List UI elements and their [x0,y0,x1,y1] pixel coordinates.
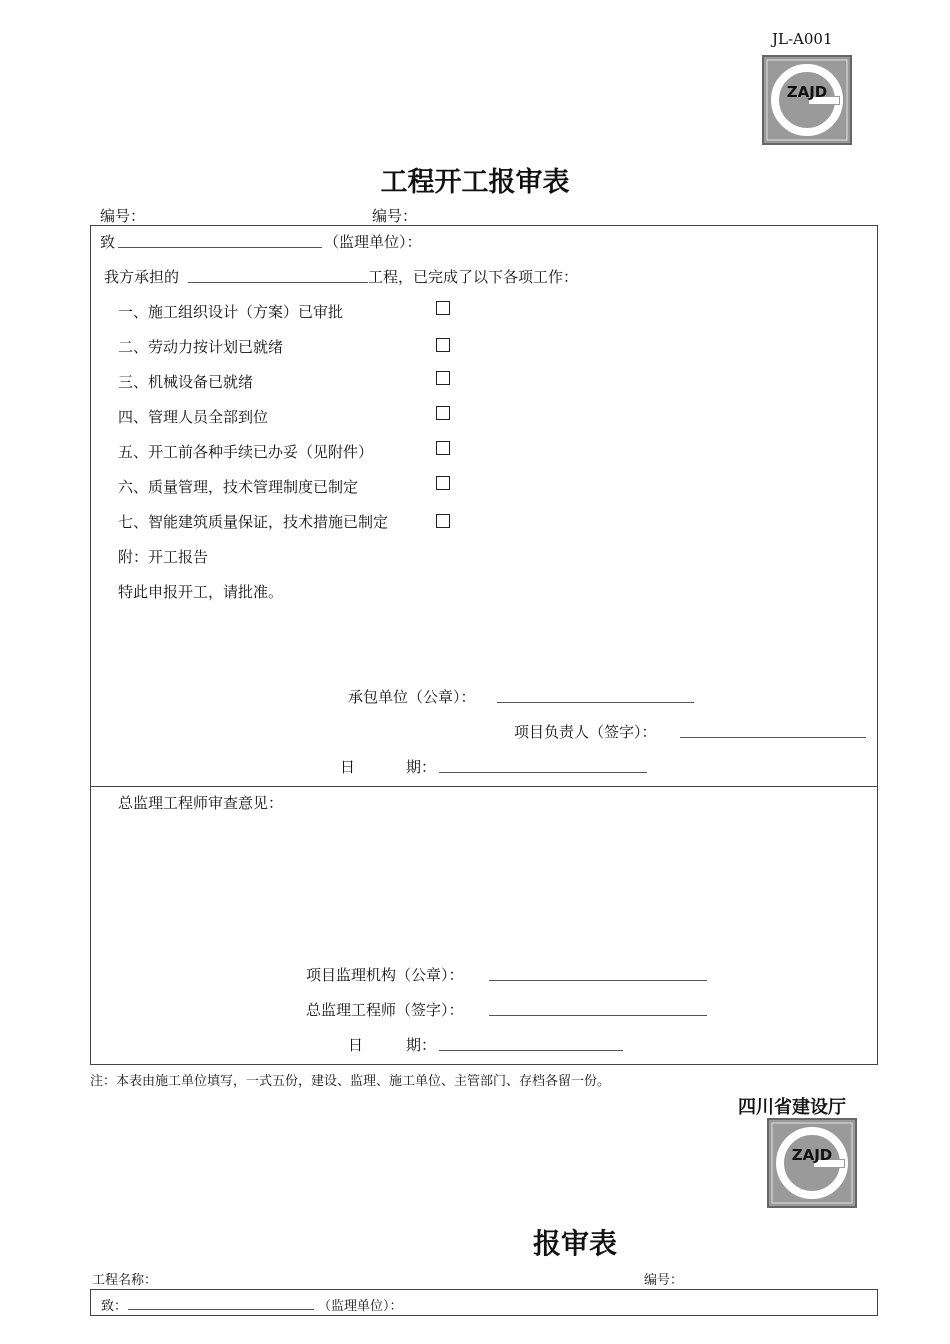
contractor-label: 承包单位（公章）： [348,688,476,706]
logo-text: ZAJD [791,1146,833,1164]
contractor-seal-field[interactable] [497,702,694,703]
project-manager-signature-field[interactable] [680,737,866,738]
checkbox-item-4[interactable] [436,406,450,420]
review-label: 总监理工程师审查意见： [118,794,284,812]
checklist-item: 七、智能建筑质量保证，技术措施已制定 [118,513,389,531]
project-manager-label: 项目负责人（签字）： [514,723,657,741]
second-title: 报审表 [533,1227,618,1260]
second-table [90,1289,878,1316]
table-divider [90,786,878,787]
project-name-field[interactable] [188,282,368,283]
checklist-item: 四、管理人员全部到位 [118,408,269,426]
footnote: 注：本表由施工单位填写，一式五份，建设、监理、施工单位、主管部门、存档各留一份。 [90,1074,611,1089]
supervision-org-label: 项目监理机构（公章）： [306,966,464,984]
chief-engineer-signature-field[interactable] [489,1015,707,1016]
intro-suffix: 工程，已完成了以下各项工作： [368,268,579,286]
issuer-label: 四川省建设厅 [738,1097,846,1118]
second-number-label: 编号： [644,1273,684,1288]
number-label-right: 编号： [372,207,418,225]
form-title: 工程开工报审表 [380,167,570,198]
intro-prefix: 我方承担的 [104,268,180,286]
checkbox-item-2[interactable] [436,338,450,352]
second-supervision-unit-field[interactable] [128,1309,314,1310]
checklist-item: 一、施工组织设计（方案）已审批 [118,303,344,321]
attachment-label: 附：开工报告 [118,548,209,566]
date2-label-char2: 期： [406,1036,437,1054]
checklist-item: 六、质量管理，技术管理制度已制定 [118,478,359,496]
second-to-prefix: 致： [101,1299,128,1314]
to-suffix: （监理单位）： [324,233,422,251]
chief-engineer-label: 总监理工程师（签字）： [306,1001,464,1019]
zajd-logo-2 [767,1118,857,1208]
project-name-label: 工程名称： [92,1273,158,1288]
supervision-org-seal-field[interactable] [489,980,707,981]
form-code: JL-A001 [772,30,833,48]
date-label-char1: 日 [340,758,356,776]
to-prefix: 致 [100,233,116,251]
supervision-unit-field[interactable] [118,247,322,248]
checkbox-item-7[interactable] [436,514,450,528]
checklist-item: 二、劳动力按计划已就绪 [118,338,284,356]
checkbox-item-6[interactable] [436,476,450,490]
second-to-suffix: （监理单位）： [318,1299,403,1314]
checkbox-item-5[interactable] [436,441,450,455]
number-label-left: 编号： [100,207,146,225]
date2-label-char1: 日 [348,1036,364,1054]
date-label-char2: 期： [406,758,437,776]
checkbox-item-1[interactable] [436,301,450,315]
request-text: 特此申报开工，请批准。 [118,583,284,601]
date-field-2[interactable] [439,1050,623,1051]
checklist-item: 五、开工前各种手续已办妥（见附件） [118,443,374,461]
date-field-1[interactable] [439,772,647,773]
checkbox-item-3[interactable] [436,371,450,385]
logo-text: ZAJD [786,83,828,101]
zajd-logo [762,55,852,145]
checklist-item: 三、机械设备已就绪 [118,373,254,391]
